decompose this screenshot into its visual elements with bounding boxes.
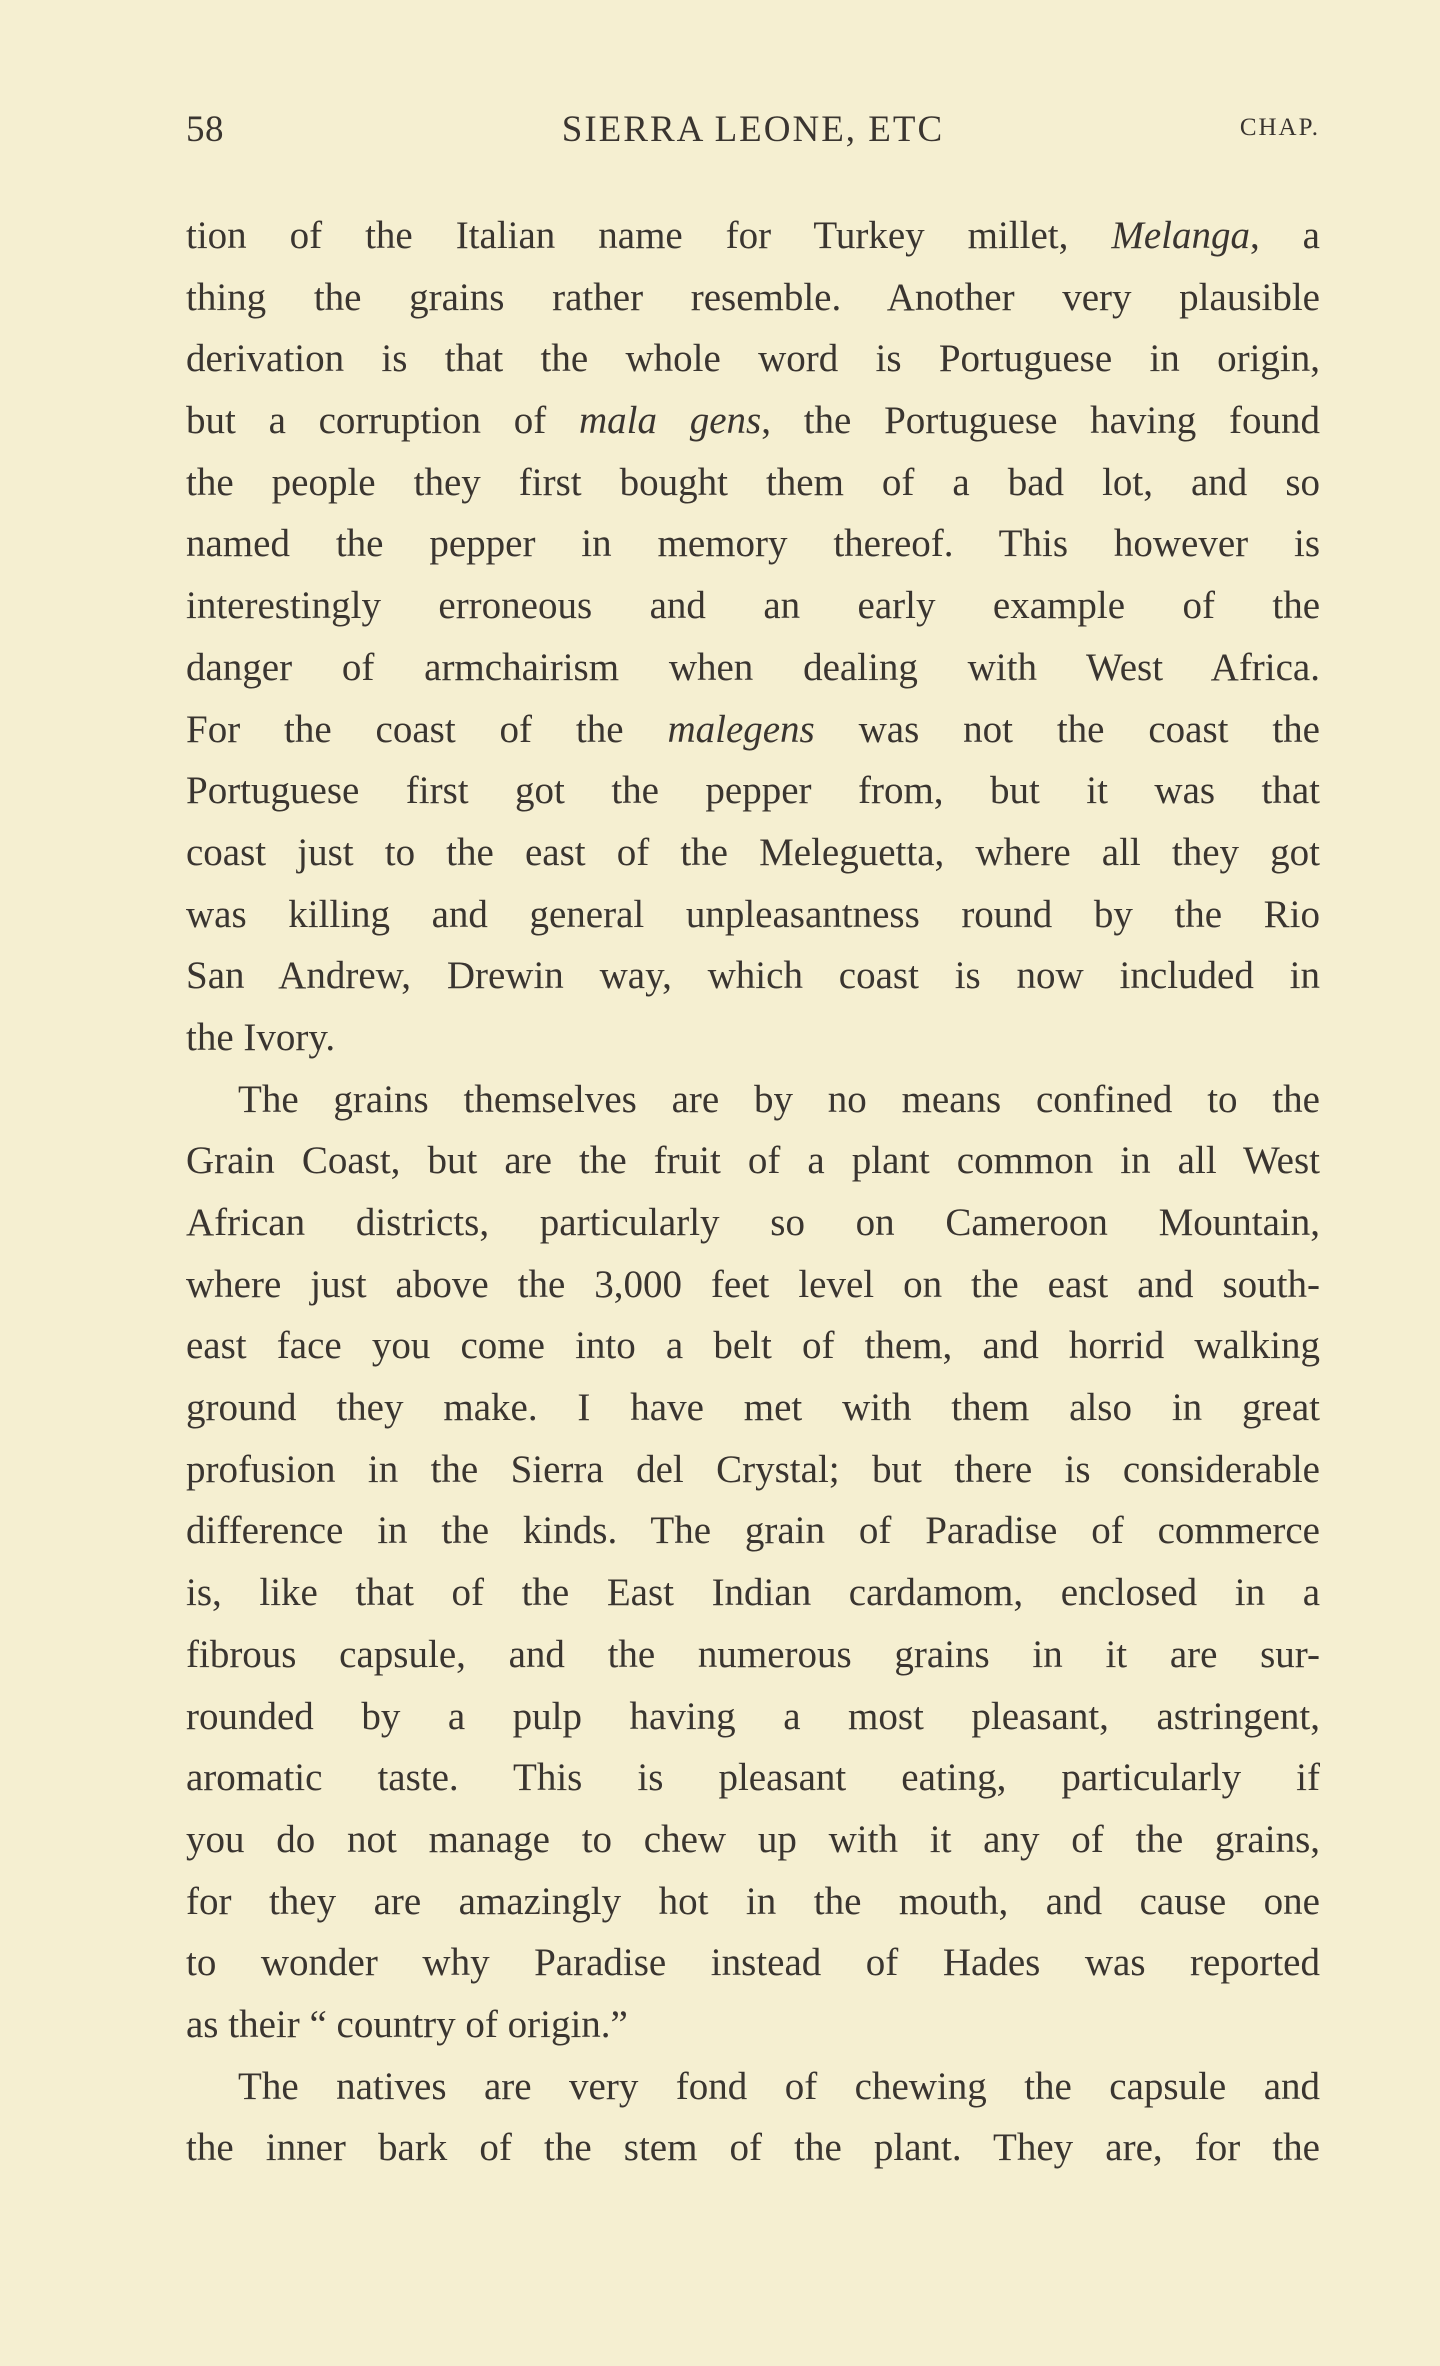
text-segment: ground they make. I have met with them also in great xyxy=(186,1386,1320,1430)
text-line xyxy=(186,1500,1320,1562)
italic-term: malegens xyxy=(667,707,815,751)
text-line xyxy=(186,1747,1320,1809)
text-line xyxy=(186,390,1320,452)
text-segment: aromatic taste. This is pleasant eating, particularly if xyxy=(186,1756,1320,1800)
text-line xyxy=(186,1932,1320,1994)
text-segment: danger of armchairism when dealing with West Africa. xyxy=(186,645,1320,689)
text-segment: east face you come into a belt of them, and horrid walking xyxy=(186,1324,1320,1368)
page-header xyxy=(186,108,1320,168)
text-line xyxy=(186,452,1320,514)
page-number: 58 xyxy=(186,109,224,150)
text-segment: interestingly erroneous and an early example of the xyxy=(186,584,1320,628)
text-line xyxy=(186,1439,1320,1501)
text-segment: but a corruption of xyxy=(186,399,580,443)
text-line xyxy=(186,205,1320,267)
italic-term: Melanga xyxy=(1111,214,1250,257)
text-segment: coast just to the east of the Meleguetta, where all they got xyxy=(186,830,1320,874)
text-line xyxy=(186,1315,1320,1377)
text-segment: Grain Coast, but are the fruit of a plant common in all West xyxy=(186,1139,1320,1183)
text-segment: derivation is that the whole word is Portuguese in origin, xyxy=(186,337,1320,381)
text-line xyxy=(186,1809,1320,1871)
text-line xyxy=(186,1562,1320,1624)
text-segment: was killing and general unpleasantness round by the Rio xyxy=(186,892,1320,936)
text-line xyxy=(186,1007,1320,1069)
text-line xyxy=(186,1192,1320,1254)
text-segment: the inner bark of the stem of the plant. They are, for the xyxy=(186,2126,1320,2170)
text-segment: tion of the Italian name for Turkey millet, xyxy=(186,214,1112,257)
text-segment: difference in the kinds. The grain of Paradise of commerce xyxy=(186,1509,1320,1553)
body-text xyxy=(186,205,1320,2179)
text-line xyxy=(186,699,1320,761)
chapter-mark: CHAP. xyxy=(1239,114,1320,141)
text-line xyxy=(186,1377,1320,1439)
text-segment: San Andrew, Drewin way, which coast is now included in xyxy=(186,954,1320,998)
text-segment: for they are amazingly hot in the mouth, and cause one xyxy=(186,1879,1320,1923)
text-segment: fibrous capsule, and the numerous grains in it are sur- xyxy=(186,1632,1320,1676)
text-line xyxy=(186,637,1320,699)
text-line xyxy=(186,1686,1320,1748)
text-line xyxy=(186,1624,1320,1686)
text-line xyxy=(186,513,1320,575)
text-segment: The grains themselves are by no means confined to the xyxy=(238,1077,1320,1121)
text-segment: is, like that of the East Indian cardamom, enclosed in a xyxy=(186,1571,1320,1615)
text-line xyxy=(186,1069,1320,1131)
text-line xyxy=(186,2056,1320,2118)
text-line xyxy=(186,884,1320,946)
text-segment: , a xyxy=(1249,214,1320,257)
text-segment: as their “ country of origin.” xyxy=(186,2002,628,2046)
text-line xyxy=(186,822,1320,884)
text-line xyxy=(186,760,1320,822)
text-segment: For the coast of the xyxy=(186,707,668,751)
text-segment: The natives are very fond of chewing the capsule and xyxy=(238,2064,1320,2108)
text-segment: thing the grains rather resemble. Another very plausible xyxy=(186,275,1320,319)
text-line xyxy=(186,1994,1320,2056)
text-line xyxy=(186,945,1320,1007)
text-line xyxy=(186,1254,1320,1316)
text-segment: named the pepper in memory thereof. This however is xyxy=(186,522,1320,566)
text-line xyxy=(186,575,1320,637)
text-segment: was not the coast the xyxy=(814,707,1320,751)
text-segment: Portuguese first got the pepper from, but it was that xyxy=(186,769,1320,813)
text-segment: the Ivory. xyxy=(186,1015,336,1059)
text-segment: profusion in the Sierra del Crystal; but there is considerable xyxy=(186,1447,1320,1491)
text-segment: to wonder why Paradise instead of Hades was reported xyxy=(186,1941,1320,1985)
text-line xyxy=(186,1871,1320,1933)
running-title: SIERRA LEONE, ETC xyxy=(561,109,945,150)
text-line xyxy=(186,328,1320,390)
text-segment: the people they first bought them of a bad lot, and so xyxy=(186,460,1320,504)
text-segment: where just above the 3,000 feet level on the east and south- xyxy=(186,1262,1320,1306)
text-line xyxy=(186,1130,1320,1192)
text-line xyxy=(186,267,1320,329)
italic-term: mala gens xyxy=(579,399,762,443)
text-line xyxy=(186,2117,1320,2179)
text-segment: African districts, particularly so on Cameroon Mountain, xyxy=(186,1201,1320,1244)
text-segment: , the Portuguese having found xyxy=(761,399,1320,443)
text-segment: you do not manage to chew up with it any of the grains, xyxy=(186,1817,1320,1861)
text-segment: rounded by a pulp having a most pleasant, astringent, xyxy=(186,1694,1320,1738)
